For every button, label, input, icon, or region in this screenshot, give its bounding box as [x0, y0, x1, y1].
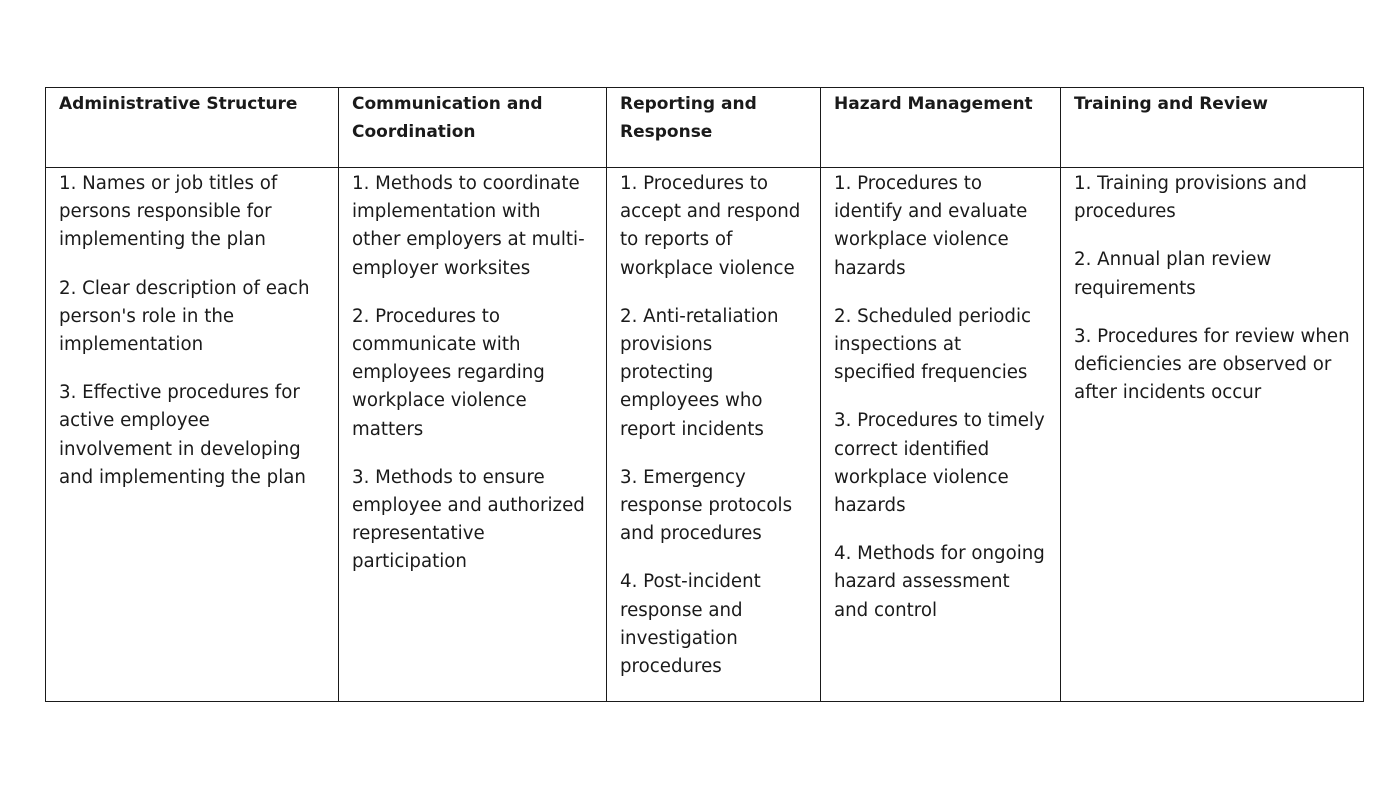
list-item: 3. Procedures to timely correct identified workplace violence hazards [834, 410, 1045, 517]
header-row [46, 88, 1364, 168]
list-item: 3. Procedures for review when deficiencies are observed or after incidents occur [1074, 325, 1350, 404]
list-item: 1. Procedures to identify and evaluate workplace violence hazards [834, 173, 1028, 279]
list-item: 1. Methods to coordinate implementation with other employers at multi-employer worksites [352, 173, 585, 279]
list-item: 2. Scheduled periodic inspections at specified frequencies [834, 305, 1032, 384]
table-body [46, 168, 1364, 702]
header-reporting-response: Reporting and Response [607, 88, 821, 168]
header-training-review: Training and Review [1061, 88, 1364, 168]
cell-administrative-structure [46, 168, 339, 702]
cell-training-review [1061, 168, 1364, 702]
list-item: 2. Annual plan review requirements [1074, 249, 1272, 299]
header-communication-coordination: Communication and Coordination [339, 88, 607, 168]
list-item: 3. Effective procedures for active employee involvement in developing and implementing the plan [59, 382, 306, 488]
list-item: 4. Post-incident response and investigation procedures [620, 571, 761, 678]
header-administrative-structure: Administrative Structure [46, 88, 339, 168]
cell-communication-coordination [339, 168, 607, 702]
cell-hazard-management [821, 168, 1061, 702]
header-hazard-management: Hazard Management [821, 88, 1061, 168]
plan-requirements-table [45, 87, 1364, 702]
cell-reporting-response [607, 168, 821, 702]
list-item: 4. Methods for ongoing hazard assessment and control [834, 543, 1045, 621]
list-item: 3. Methods to ensure employee and authorized representative participation [352, 466, 585, 573]
list-item: 1. Training provisions and procedures [1074, 173, 1307, 223]
list-item: 2. Procedures to communicate with employees regarding workplace violence matters [352, 305, 545, 440]
table-header [46, 88, 1364, 168]
table-row [46, 168, 1364, 702]
list-item: 1. Procedures to accept and respond to reports of workplace violence [620, 173, 801, 279]
list-item: 2. Clear description of each person's role in the implementation [59, 277, 310, 356]
list-item: 3. Emergency response protocols and procedures [620, 466, 793, 545]
list-item: 2. Anti-retaliation provisions protecting employees who report incidents [620, 305, 779, 440]
list-item: 1. Names or job titles of persons responsible for implementing the plan [59, 173, 278, 251]
